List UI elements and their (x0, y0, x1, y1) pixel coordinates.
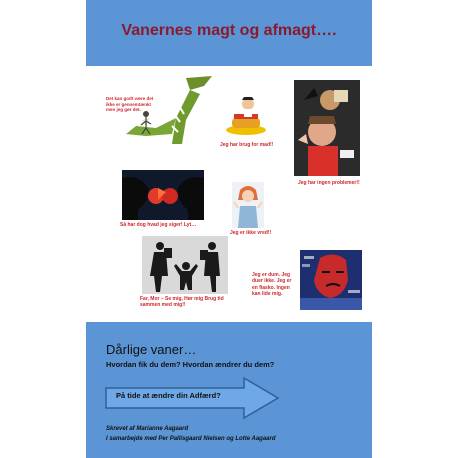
silhouettes-illustration (122, 170, 204, 220)
caption-woman: Jeg er ikke vred!! (230, 230, 272, 236)
arrow-label: På tide at ændre din Adfærd? (116, 391, 221, 400)
family-illustration (142, 236, 228, 294)
caption-face: Jeg er dum. Jeg duer ikke. Jeg er en fiasko. Ingen kan lide mig. (252, 272, 292, 297)
book-title: Vanernes magt og afmagt…. (121, 22, 337, 39)
book-cover (86, 0, 372, 458)
credit-author: Skrevet af Marianne Aagaard (106, 426, 189, 432)
caption-food: Jeg har brug for mad!! (220, 142, 274, 148)
title-band (86, 0, 372, 66)
woman-illustration (232, 182, 264, 228)
bottom-band (86, 322, 372, 458)
caption-silhouettes: Så har dog hvad jeg siger! Lyt… (120, 222, 197, 228)
credit-collaborators: I samarbejde med Per Pallisgaard Nielsen og Lotte Aagaard (106, 436, 276, 442)
caption-crocodile: Det kan godt være det ikke er gennemtænkt men jeg gør det. (106, 96, 154, 113)
question-line: Hvordan fik du dem? Hvordan ændrer du dem? (106, 360, 275, 369)
caption-problems: Jeg har ingen problemer!! (298, 180, 360, 186)
food-illustration (224, 96, 268, 138)
caption-family: Far, Mor – Se mig, Hør mig Brug tid sammen med mig!! (140, 296, 224, 309)
face-illustration (300, 250, 362, 310)
problems-illustration (294, 80, 360, 176)
subtitle: Dårlige vaner… (106, 342, 197, 357)
